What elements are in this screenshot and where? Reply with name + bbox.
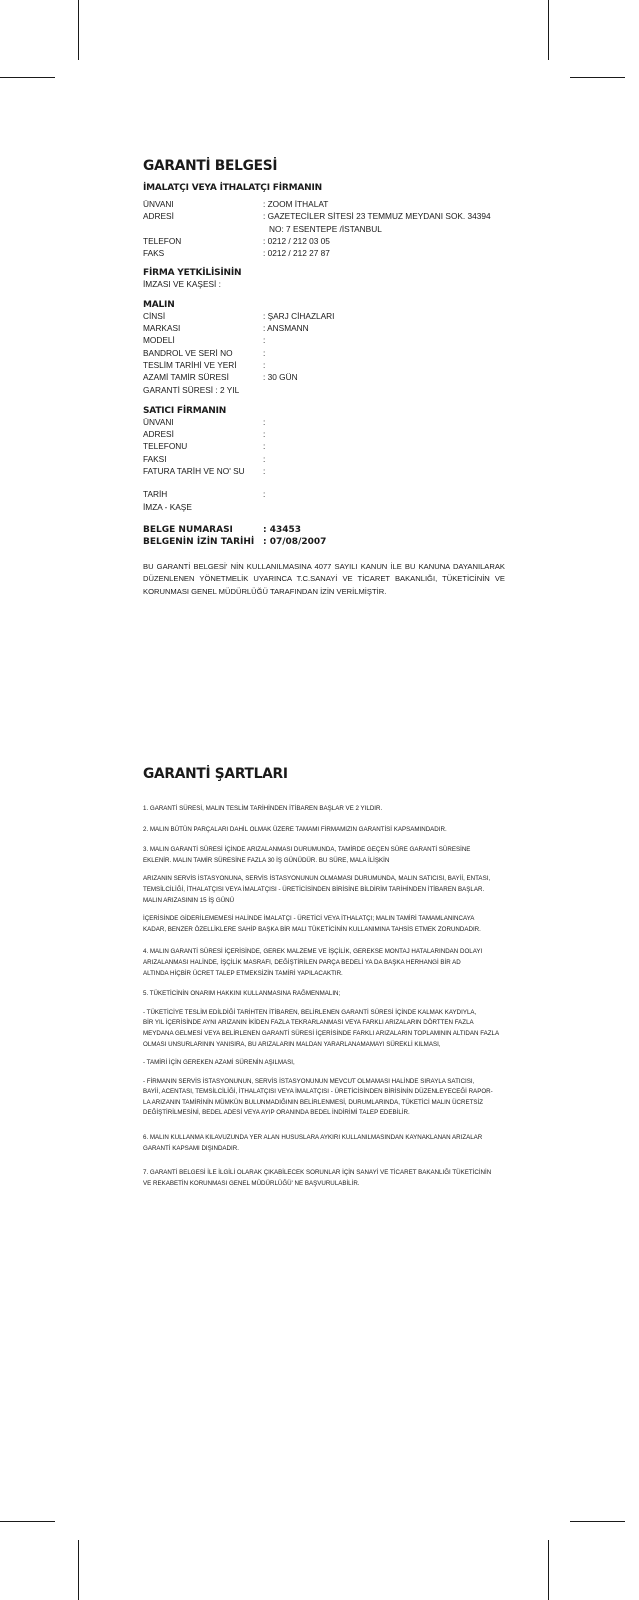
product-delivery-value: :	[263, 359, 266, 370]
crop-mark	[548, 1540, 549, 1600]
permit-date-value: : 07/08/2007	[263, 537, 327, 548]
crop-mark	[78, 0, 79, 60]
crop-mark	[0, 1521, 55, 1522]
condition-5-line: - FİRMANIN SERVİS İSTASYONUNUN, SERVİS İSTASYONUNUN MEVCUT OLMAMASI HALİNDE SIRAYLA SATICISI,	[143, 1077, 475, 1085]
product-warranty-label: GARANTİ SÜRESİ : 2 YIL	[143, 384, 240, 395]
condition-5-line: BİR YIL İÇERİSİNDE AYNI ARIZANIN İKİDEN FAZLA TEKRARLANMASI VEYA FARKLI ARIZALARIN DÖRTTEN FAZLA	[143, 1019, 474, 1027]
condition-5	[143, 989, 505, 1119]
condition-5-line: MEYDANA GELMESİ VEYA BELİRLENEN GARANTİ SÜRESİ İÇERİSİNDE FARKLI ARIZALARIN TOPLAMININ ALTIDAN FAZLA	[143, 1029, 500, 1037]
condition-7-line: VE REKABETİN KORUNMASI GENEL MÜDÜRLÜĞÜ' NE BAŞVURULABİLİR.	[143, 1179, 360, 1187]
condition-3-line: MALIN ARIZASININ 15 İŞ GÜNÜ	[143, 896, 235, 904]
condition-3-line: 3. MALIN GARANTİ SÜRESİ İÇİNDE ARIZALANMASI DURUMUNDA, TAMİRDE GEÇEN SÜRE GARANTİ SÜRESİNE	[143, 846, 471, 854]
condition-5-line: LA ARIZANIN TAMİRİNİN MÜMKÜN BULUNMADIĞININ BELİRLENMESİ, DURUMLARINDA, TÜKETİCİ MALIN ÜCRETSİZ	[143, 1098, 484, 1106]
condition-3-line: EKLENİR. MALIN TAMİR SÜRESİNE FAZLA 30 İŞ GÜNÜDÜR. BU SÜRE, MALA İLİŞKİN	[143, 856, 390, 864]
document-number-label: BELGE NUMARASI	[143, 524, 233, 535]
crop-mark	[570, 1521, 625, 1522]
manufacturer-phone-value: : 0212 / 212 03 05	[263, 235, 330, 246]
condition-5-line: BAYİİ, ACENTASI, TEMSİLCİLİĞİ, İTHALATÇISI VEYA İMALATÇISI - ÜRETİCİSİNDEN BİRİSİNİN DÜZENLEYECEĞİ RAPOR-	[143, 1088, 493, 1096]
product-brand-value: : ANSMANN	[263, 323, 309, 334]
condition-6-line: GARANTİ KAPSAMI DIŞINDADIR.	[143, 1144, 239, 1152]
product-serial-label: BANDROL VE SERİ NO	[143, 347, 233, 358]
crop-mark	[548, 0, 549, 60]
manufacturer-address-value-2: NO: 7 ESENTEPE /İSTANBUL	[269, 223, 382, 234]
seller-address-label: ADRESİ	[143, 429, 174, 440]
authorized-signature-label: İMZASI VE KAŞESİ :	[143, 279, 221, 290]
condition-3-line: TEMSİLCİLİĞİ, İTHALATÇISI VEYA İMALATÇISI - ÜRETİCİSİNDEN BİRİSİNE BİLDİRİM TARİHİNDEN İTİBAREN BAŞLAR.	[143, 885, 485, 893]
warranty-conditions	[143, 766, 505, 1189]
product-repair-value: : 30 GÜN	[263, 372, 298, 383]
crop-mark	[0, 77, 55, 78]
condition-7	[143, 1168, 505, 1189]
condition-5-line: - TÜKETİCİYE TESLİM EDİLDİĞİ TARİHTEN İTİBAREN, BELİRLENEN GARANTİ SÜRESİ İÇİNDE KALMAK KAYDIYLA,	[143, 1008, 477, 1016]
seller-invoice-value: :	[263, 466, 266, 477]
manufacturer-section	[143, 198, 505, 259]
product-repair-label: AZAMİ TAMİR SÜRESİ	[143, 372, 229, 383]
seller-section	[143, 416, 505, 513]
condition-6-line: 6. MALIN KULLANMA KILAVUZUNDA YER ALAN HUSUSLARA AYKIRI KULLANILMASINDAN KAYNAKLANAN ARIZALAR	[143, 1134, 483, 1142]
condition-6	[143, 1133, 505, 1154]
product-type-value: : ŞARJ CİHAZLARI	[263, 310, 335, 321]
manufacturer-address-label: ADRESİ	[143, 211, 174, 222]
product-delivery-label: TESLİM TARİHİ VE YERİ	[143, 359, 237, 370]
condition-3-line: KADAR, BENZER ÖZELLİKLERE SAHİP BAŞKA BİR MALI TÜKETİCİNİN KULLANIMINA TAHSİS ETMEK ZORUNDADIR.	[143, 925, 481, 933]
seller-signature-label: İMZA - KAŞE	[143, 501, 192, 512]
seller-title-label: ÜNVANI	[143, 416, 174, 427]
product-section	[143, 310, 505, 396]
crop-mark	[570, 77, 625, 78]
crop-mark	[78, 1540, 79, 1600]
condition-5-line: - TAMİRİ İÇİN GEREKEN AZAMİ SÜRENİN AŞILMASI,	[143, 1059, 295, 1067]
condition-3	[143, 845, 505, 935]
seller-date-label: TARİH	[143, 489, 168, 500]
product-model-value: :	[263, 335, 266, 346]
seller-fax-value: :	[263, 453, 266, 464]
permit-date-label: BELGENİN İZİN TARİHİ	[143, 537, 255, 548]
manufacturer-heading: İMALATÇI VEYA İTHALATÇI FİRMANIN	[143, 183, 322, 193]
warranty-certificate	[143, 158, 505, 598]
condition-4-line: ALTINDA HİÇBİR ÜCRET TALEP ETMEKSİZİN TAMİRİ YAPILACAKTIR.	[143, 969, 343, 977]
seller-invoice-label: FATURA TARİH VE NO' SU	[143, 466, 245, 477]
certificate-title: GARANTİ BELGESİ	[143, 158, 278, 174]
product-brand-label: MARKASI	[143, 323, 181, 334]
condition-4-line: ARIZALANMASI HALİNDE, İŞÇİLİK MASRAFI, DEĞİŞTİRİLEN PARÇA BEDELİ YA DA BAŞKA HERHANGİ BİR AD	[143, 958, 461, 966]
product-serial-value: :	[263, 347, 266, 358]
condition-2: 2. MALIN BÜTÜN PARÇALARI DAHİL OLMAK ÜZERE TAMAMI FİRMAMIZIN GARANTİSİ KAPSAMINDADIR.	[143, 825, 447, 833]
document-number-value: : 43453	[263, 524, 302, 535]
condition-1: 1. GARANTİ SÜRESİ, MALIN TESLİM TARİHİNDEN İTİBAREN BAŞLAR VE 2 YILDIR.	[143, 805, 383, 812]
manufacturer-fax-value: : 0212 / 212 27 87	[263, 248, 330, 259]
manufacturer-title-value: : ZOOM İTHALAT	[263, 199, 329, 209]
condition-7-line: 7. GARANTİ BELGESİ İLE İLGİLİ OLARAK ÇIKABİLECEK SORUNLAR İÇİN SANAYİ VE TİCARET BAKANLIĞI TÜKETİCİNİN	[143, 1169, 492, 1177]
condition-5-line: DEĞİŞTİRİLMESİNİ, BEDEL ADESİ VEYA AYIP ORANINDA BEDEL İNDİRİMİ TALEP EDEBİLİR.	[143, 1109, 410, 1117]
manufacturer-fax-label: FAKS	[143, 248, 165, 259]
product-type-label: CİNSİ	[143, 310, 166, 321]
manufacturer-phone-label: TELEFON	[143, 235, 182, 246]
condition-3-line: ARIZANIN SERVİS İSTASYONUNA, SERVİS İSTASYONUNUN OLMAMASI DURUMUNDA, MALIN SATICISI, BAYİİ, ENTASI,	[143, 875, 491, 883]
seller-title-value: :	[263, 416, 266, 427]
product-model-label: MODELİ	[143, 335, 175, 346]
conditions-title: GARANTİ ŞARTLARI	[143, 766, 288, 782]
seller-phone-label: TELEFONU	[143, 441, 188, 452]
condition-3-line: İÇERİSİNDE GİDERİLEMEMESİ HALİNDE İMALATÇI - ÜRETİCİ VEYA İTHALATÇI; MALIN TAMİRİ TAMAMLANINCAYA	[143, 915, 475, 923]
product-heading: MALIN	[143, 299, 175, 310]
condition-5-line: 5. TÜKETİCİNİN ONARIM HAKKINI KULLANMASINA RAĞMENMALIN;	[143, 990, 341, 998]
seller-fax-label: FAKSI	[143, 453, 167, 464]
condition-4-line: 4. MALIN GARANTİ SÜRESİ İÇERİSİNDE, GEREK MALZEME VE İŞÇİLİK, GEREKSE MONTAJ HATALARINDAN DOLAYI	[143, 948, 483, 956]
manufacturer-address-value: : GAZETECİLER SİTESİ 23 TEMMUZ MEYDANI SOK. 34394	[263, 211, 491, 222]
legal-note: BU GARANTİ BELGESİ' NİN KULLANILMASINA 4077 SAYILI KANUN İLE BU KANUNA DAYANILARAK DÜZENLENEN YÖNETMELİK UYARINCA T.C.SANAYİ VE TİCARET BAKANLIĞI, TÜKETİCİNİN VE KORUNMASI GENEL MÜDÜRLÜĞÜ TARAFINDAN İZİN VERİLMİŞTİR.	[143, 561, 505, 596]
seller-address-value: :	[263, 429, 266, 440]
authorized-heading: FİRMA YETKİLİSİNİN	[143, 268, 242, 279]
condition-4	[143, 947, 505, 979]
manufacturer-title-label: ÜNVANI	[143, 199, 174, 209]
seller-date-value: :	[263, 489, 266, 500]
condition-5-line: OLMASI UNSURLARININ YANISIRA, BU ARIZALARIN MALDAN YARARLANAMAMAYI SÜREKLİ KILMASI,	[143, 1040, 441, 1048]
seller-heading: SATICI FİRMANIN	[143, 405, 227, 416]
seller-phone-value: :	[263, 441, 266, 452]
